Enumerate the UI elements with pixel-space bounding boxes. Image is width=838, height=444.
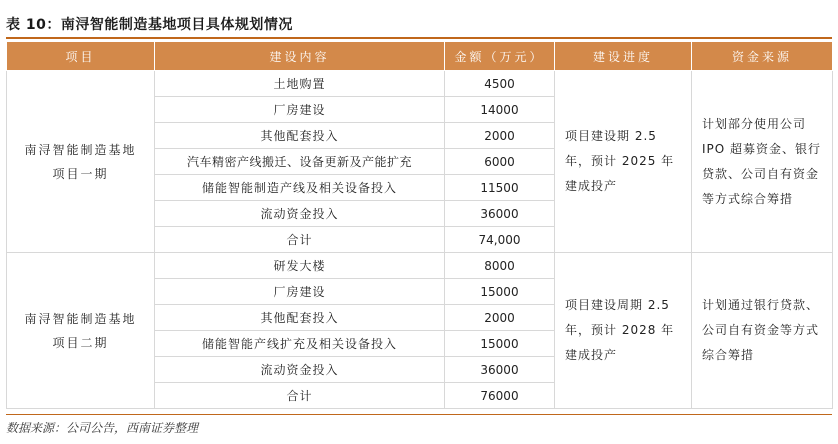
content-cell: 其他配套投入: [155, 123, 445, 149]
amount-cell: 15000: [445, 331, 555, 357]
header-row: [7, 42, 833, 71]
content-cell: 合计: [155, 227, 445, 253]
header-content: 建设内容: [155, 42, 445, 71]
amount-cell: 74,000: [445, 227, 555, 253]
content-cell: 储能智能制造产线及相关设备投入: [155, 175, 445, 201]
table-title: 表 10：南浔智能制造基地项目具体规划情况: [6, 17, 293, 33]
content-cell: 流动资金投入: [155, 201, 445, 227]
amount-cell: 36000: [445, 201, 555, 227]
project-name: 南浔智能制造基地项目二期: [7, 253, 155, 409]
amount-cell: 6000: [445, 149, 555, 175]
amount-cell: 36000: [445, 357, 555, 383]
content-cell: 研发大楼: [155, 253, 445, 279]
amount-cell: 14000: [445, 97, 555, 123]
content-cell: 汽车精密产线搬迁、设备更新及产能扩充: [155, 149, 445, 175]
table-row: [7, 71, 833, 97]
header-amount: 金额（万元）: [445, 42, 555, 71]
content-cell: 其他配套投入: [155, 305, 445, 331]
top-rule: [6, 37, 832, 39]
content-cell: 流动资金投入: [155, 357, 445, 383]
amount-cell: 8000: [445, 253, 555, 279]
header-progress: 建设进度: [555, 42, 692, 71]
content-cell: 厂房建设: [155, 97, 445, 123]
content-cell: 合计: [155, 383, 445, 409]
bottom-rule: [6, 414, 832, 415]
amount-cell: 2000: [445, 123, 555, 149]
source-note: 数据来源：公司公告，西南证券整理: [6, 421, 199, 435]
amount-cell: 76000: [445, 383, 555, 409]
header-funding: 资金来源: [692, 42, 833, 71]
funding-cell: 计划通过银行贷款、公司自有资金等方式综合筹措: [692, 253, 833, 409]
funding-cell: 计划部分使用公司 IPO 超募资金、银行贷款、公司自有资金等方式综合筹措: [692, 71, 833, 253]
amount-cell: 15000: [445, 279, 555, 305]
amount-cell: 2000: [445, 305, 555, 331]
plan-table: [6, 41, 833, 409]
progress-cell: 项目建设周期 2.5 年，预计 2028 年建成投产: [555, 253, 692, 409]
table-row: [7, 253, 833, 279]
content-cell: 储能智能产线扩充及相关设备投入: [155, 331, 445, 357]
project-name: 南浔智能制造基地项目一期: [7, 71, 155, 253]
content-cell: 厂房建设: [155, 279, 445, 305]
header-project: 项目: [7, 42, 155, 71]
content-cell: 土地购置: [155, 71, 445, 97]
progress-cell: 项目建设期 2.5 年，预计 2025 年建成投产: [555, 71, 692, 253]
amount-cell: 4500: [445, 71, 555, 97]
amount-cell: 11500: [445, 175, 555, 201]
